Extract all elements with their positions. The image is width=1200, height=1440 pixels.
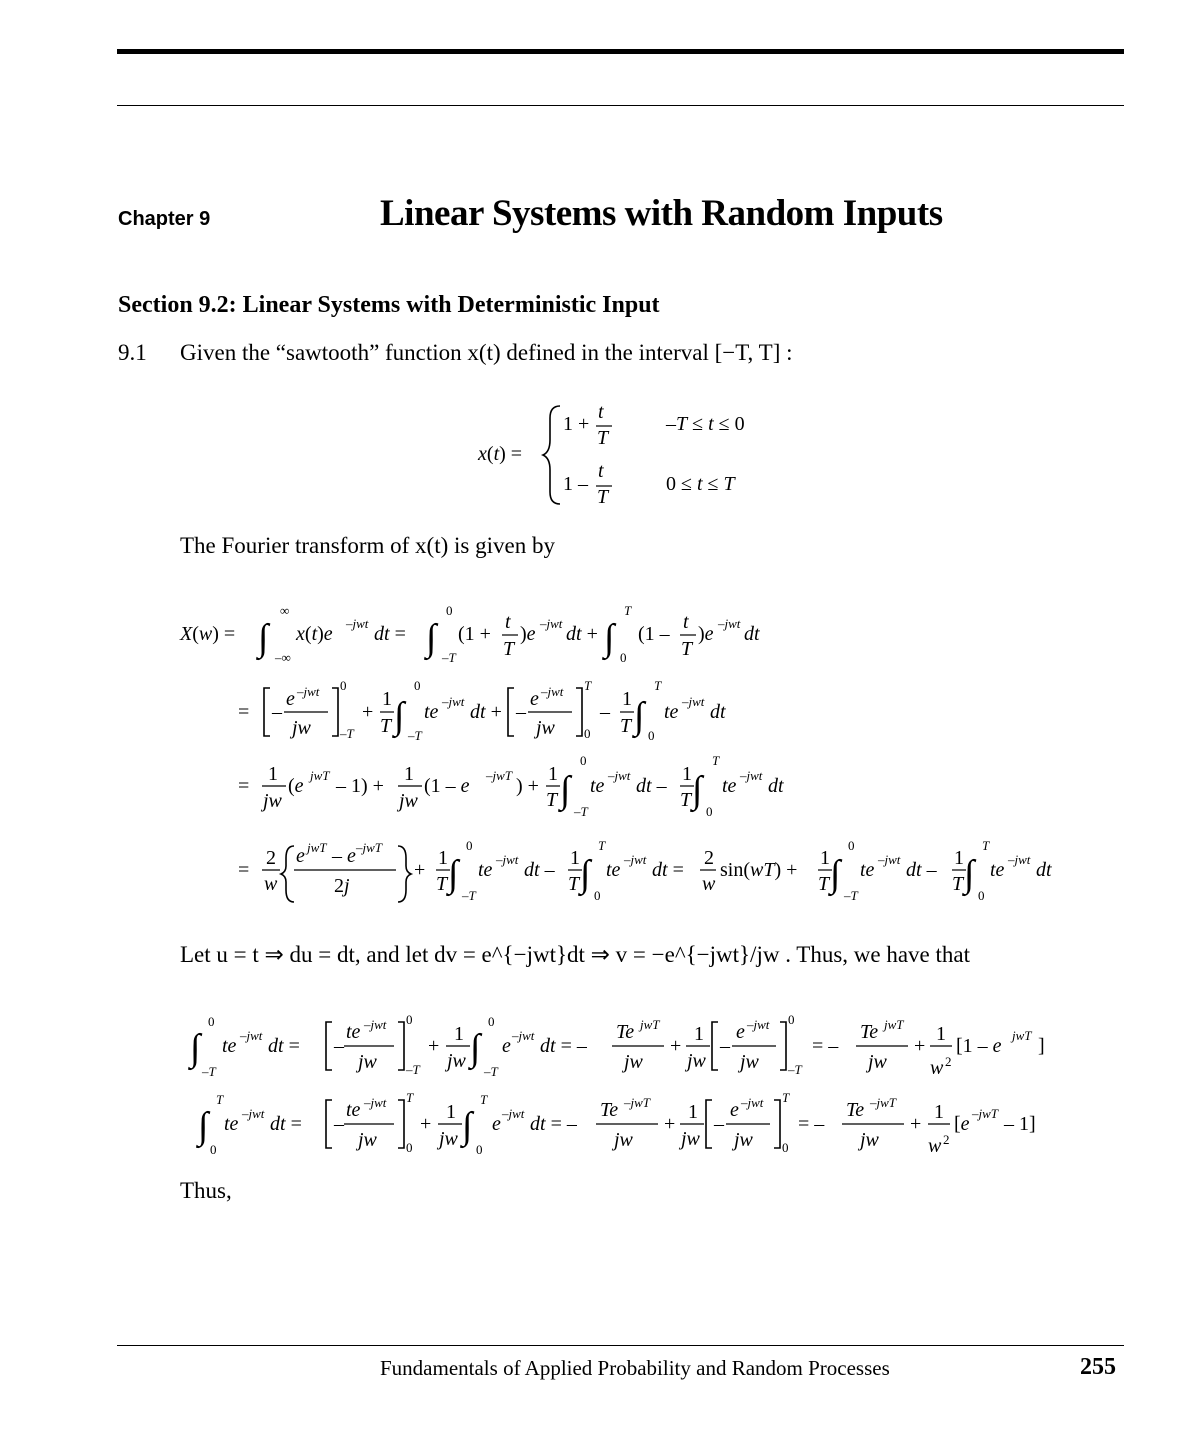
svg-text:–jwT: –jwT [624, 1095, 651, 1110]
svg-text:(1 +: (1 + [458, 623, 491, 645]
svg-text:–T: –T [844, 888, 858, 903]
svg-text:e: e [286, 688, 295, 710]
svg-text:T: T [680, 789, 692, 811]
svg-text:–jwt: –jwt [1008, 852, 1031, 867]
svg-text:1: 1 [438, 847, 448, 869]
svg-text:w: w [702, 873, 716, 895]
svg-text:Te: Te [860, 1021, 879, 1043]
svg-text:–jwt: –jwt [240, 1028, 263, 1043]
svg-text:dt –: dt – [524, 859, 555, 881]
svg-text:–: – [334, 1035, 344, 1057]
svg-text:0: 0 [446, 603, 453, 618]
svg-text:–jwt: –jwt [624, 852, 647, 867]
svg-text:0: 0 [580, 753, 587, 768]
svg-text:–jwt: –jwt [541, 684, 564, 699]
svg-text:0: 0 [620, 650, 627, 665]
svg-text:T: T [597, 486, 609, 508]
svg-text:1: 1 [268, 763, 278, 785]
svg-text:–T: –T [202, 1064, 216, 1079]
svg-text:1: 1 [936, 1023, 946, 1045]
svg-text:∫: ∫ [448, 853, 459, 895]
piecewise-equation [477, 401, 745, 508]
svg-text:+: + [414, 859, 426, 881]
svg-text:1 –: 1 – [563, 473, 588, 495]
footer-rule [117, 1345, 1124, 1346]
svg-text:0: 0 [476, 1142, 483, 1157]
svg-text:te: te [722, 775, 737, 797]
svg-text:∫: ∫ [964, 853, 975, 895]
svg-text:dt +: dt + [470, 701, 502, 723]
svg-text:dt = –: dt = – [540, 1035, 587, 1057]
svg-text:Te: Te [846, 1099, 865, 1121]
svg-text:]: ] [1038, 1035, 1045, 1057]
svg-text:T: T [380, 715, 392, 737]
svg-text:– e: – e [332, 845, 356, 867]
svg-text:–jwt: –jwt [682, 694, 705, 709]
svg-text:e: e [296, 845, 305, 867]
svg-text:–jwt: –jwt [364, 1017, 387, 1032]
svg-text:jw: jw [687, 1050, 706, 1072]
svg-text:+: + [420, 1113, 432, 1135]
svg-text:jwT: jwT [640, 1017, 660, 1032]
svg-text:w: w [928, 1135, 942, 1157]
substitution-text: Let u = t ⇒ du = dt, and let dv = e^{−jwt}dt ⇒ v = −e^{−jwt}/jw . Thus, we have that [180, 942, 970, 967]
svg-text:1: 1 [688, 1101, 698, 1123]
svg-text:jw: jw [263, 790, 282, 812]
page-number: 255 [1080, 1354, 1116, 1380]
svg-text:–jwt: –jwt [718, 616, 741, 631]
svg-text:te: te [424, 701, 439, 723]
svg-text:)e: )e [520, 623, 536, 645]
svg-text:jw: jw [536, 717, 555, 739]
svg-text:0: 0 [594, 888, 601, 903]
svg-text:x(t)e: x(t)e [296, 623, 333, 645]
svg-text:e: e [730, 1099, 739, 1121]
svg-text:+: + [910, 1113, 922, 1135]
svg-text:jw: jw [447, 1050, 466, 1072]
svg-text:jw: jw [292, 717, 311, 739]
svg-text:–jwt: –jwt [540, 616, 563, 631]
svg-text:)e: )e [698, 623, 714, 645]
svg-text:0: 0 [406, 1012, 413, 1027]
chapter-title: Linear Systems with Random Inputs [380, 193, 943, 234]
svg-text:jwT: jwT [307, 840, 327, 855]
svg-text:te: te [664, 701, 679, 723]
fourier-line-3 [238, 753, 784, 819]
svg-text:) +: ) + [516, 775, 539, 797]
svg-text:–∞: –∞ [275, 650, 291, 665]
svg-text:te: te [860, 859, 875, 881]
problem-number: 9.1 [118, 340, 147, 365]
svg-text:0: 0 [208, 1014, 215, 1029]
svg-text:jw: jw [734, 1129, 753, 1151]
svg-text:T: T [503, 638, 515, 660]
svg-text:dt =: dt = [374, 623, 406, 645]
svg-text:0: 0 [340, 678, 347, 693]
svg-text:–jwt: –jwt [242, 1106, 265, 1121]
svg-text:– 1]: – 1] [1004, 1113, 1036, 1135]
svg-text:∫: ∫ [470, 1027, 481, 1069]
svg-text:w: w [930, 1057, 944, 1079]
svg-text:dt: dt [768, 775, 784, 797]
svg-text:te: te [590, 775, 605, 797]
section-title: Section 9.2: Linear Systems with Deterministic Input [118, 292, 660, 318]
svg-text:T: T [584, 678, 592, 693]
svg-text:0: 0 [782, 1140, 789, 1155]
svg-text:=: = [238, 701, 250, 723]
svg-text:=: = [238, 775, 250, 797]
svg-text:–jwT: –jwT [972, 1106, 999, 1121]
svg-text:1: 1 [570, 847, 580, 869]
svg-text:e: e [492, 1113, 501, 1135]
svg-text:t: t [598, 401, 604, 423]
svg-text:T: T [598, 838, 606, 853]
svg-text:2: 2 [943, 1132, 950, 1147]
svg-text:0 ≤ t ≤ T: 0 ≤ t ≤ T [666, 473, 735, 495]
svg-text:1: 1 [954, 847, 964, 869]
svg-text:1: 1 [548, 763, 558, 785]
svg-text:+: + [428, 1035, 440, 1057]
svg-text:e: e [530, 688, 539, 710]
svg-text:∫: ∫ [394, 695, 405, 737]
problem-intro: Given the “sawtooth” function x(t) defined in the interval [−T, T] : [180, 340, 793, 365]
svg-text:0: 0 [584, 726, 591, 741]
svg-text:jw: jw [868, 1051, 887, 1073]
svg-text:e: e [502, 1035, 511, 1057]
svg-text:∫: ∫ [634, 695, 645, 737]
svg-text:[1 – e: [1 – e [956, 1035, 1002, 1057]
svg-text:w: w [264, 873, 278, 895]
svg-text:– 1) +: – 1) + [336, 775, 384, 797]
svg-text:–jwT: –jwT [486, 768, 513, 783]
svg-text:–jwt: –jwt [512, 1028, 535, 1043]
fourier-line-1 [179, 603, 760, 665]
svg-text:+: + [670, 1035, 682, 1057]
svg-text:jw: jw [740, 1051, 759, 1073]
svg-text:2j: 2j [334, 875, 350, 897]
svg-text:1: 1 [682, 763, 692, 785]
svg-text:jw: jw [399, 790, 418, 812]
svg-text:T: T [712, 753, 720, 768]
svg-text:+: + [362, 701, 374, 723]
svg-text:–jwt: –jwt [496, 852, 519, 867]
svg-text:dt –: dt – [906, 859, 937, 881]
svg-text:= –: = – [812, 1035, 839, 1057]
svg-text:T: T [818, 873, 830, 895]
svg-text:= –: = – [798, 1113, 825, 1135]
svg-text:∫: ∫ [692, 769, 703, 811]
svg-text:dt =: dt = [268, 1035, 300, 1057]
svg-text:2: 2 [704, 847, 714, 869]
chapter-label: Chapter 9 [118, 208, 211, 230]
parts-line-1 [188, 1012, 1045, 1079]
svg-text:1: 1 [454, 1023, 464, 1045]
svg-text:t: t [683, 611, 689, 633]
svg-text:T: T [406, 1090, 414, 1105]
svg-text:–T: –T [484, 1064, 498, 1079]
svg-text:–: – [516, 701, 526, 723]
header-rule-thin [117, 105, 1124, 106]
svg-text:jwT: jwT [1012, 1028, 1032, 1043]
svg-text:1: 1 [446, 1101, 456, 1123]
svg-text:1: 1 [694, 1023, 704, 1045]
svg-text:X(w) =: X(w) = [180, 623, 236, 645]
svg-text:1: 1 [820, 847, 830, 869]
svg-text:te: te [478, 859, 493, 881]
svg-text:(1 –: (1 – [638, 623, 670, 645]
svg-text:T: T [546, 789, 558, 811]
svg-text:[e: [e [954, 1113, 970, 1135]
svg-text:t: t [505, 611, 511, 633]
thus-text: Thus, [180, 1178, 232, 1203]
svg-text:2: 2 [945, 1054, 952, 1069]
svg-text:–T: –T [442, 650, 456, 665]
svg-text:0: 0 [406, 1140, 413, 1155]
fourier-line-2 [238, 678, 726, 743]
svg-text:T: T [654, 678, 662, 693]
svg-text:–jwt: –jwt [608, 768, 631, 783]
svg-text:0: 0 [648, 728, 655, 743]
svg-text:0: 0 [414, 678, 421, 693]
svg-text:–: – [720, 1035, 730, 1057]
svg-text:–jwt: –jwt [364, 1095, 387, 1110]
svg-text:dt: dt [744, 623, 760, 645]
header-rule-thick [117, 49, 1124, 54]
svg-text:–T: –T [788, 1062, 802, 1077]
svg-text:dt: dt [710, 701, 726, 723]
svg-text:–jwt: –jwt [878, 852, 901, 867]
svg-text:∫: ∫ [580, 853, 591, 895]
svg-text:jw: jw [358, 1051, 377, 1073]
svg-text:+: + [914, 1035, 926, 1057]
svg-text:0: 0 [978, 888, 985, 903]
svg-text:2: 2 [266, 847, 276, 869]
svg-text:dt =: dt = [270, 1113, 302, 1135]
svg-text:dt =: dt = [652, 859, 684, 881]
svg-text:1: 1 [622, 688, 632, 710]
footer-book-title: Fundamentals of Applied Probability and Random Processes [380, 1356, 890, 1380]
svg-text:(e: (e [288, 775, 304, 797]
svg-text:–jwt: –jwt [502, 1106, 525, 1121]
svg-text:–jwt: –jwt [297, 684, 320, 699]
svg-text:te: te [346, 1021, 361, 1043]
svg-text:dt: dt [1036, 859, 1052, 881]
svg-text:dt = –: dt = – [530, 1113, 577, 1135]
svg-text:∞: ∞ [280, 603, 290, 618]
svg-text:T: T [568, 873, 580, 895]
svg-text:0: 0 [848, 838, 855, 853]
svg-text:T: T [681, 638, 693, 660]
svg-text:T: T [624, 603, 632, 618]
svg-text:jwT: jwT [884, 1017, 904, 1032]
svg-text:–T: –T [340, 726, 354, 741]
fourier-line-4 [238, 838, 1052, 903]
svg-text:∫: ∫ [198, 1105, 209, 1147]
svg-text:jw: jw [614, 1129, 633, 1151]
svg-text:te: te [990, 859, 1005, 881]
svg-text:jw: jw [860, 1129, 879, 1151]
svg-text:x(t) =: x(t) = [478, 443, 523, 465]
svg-text:∫: ∫ [560, 769, 571, 811]
svg-text:t: t [598, 460, 604, 482]
svg-text:–jwt: –jwt [741, 1095, 764, 1110]
svg-text:–jwt: –jwt [740, 768, 763, 783]
svg-text:∫: ∫ [426, 617, 437, 659]
svg-text:jwT: jwT [310, 768, 330, 783]
svg-text:jw: jw [681, 1128, 700, 1150]
svg-text:te: te [224, 1113, 239, 1135]
svg-text:–jwt: –jwt [442, 694, 465, 709]
svg-text:jw: jw [439, 1128, 458, 1150]
svg-text:–T ≤ t ≤ 0: –T ≤ t ≤ 0 [666, 413, 745, 435]
svg-text:–: – [714, 1113, 724, 1135]
svg-text:–: – [600, 701, 610, 723]
svg-text:T: T [620, 715, 632, 737]
svg-text:T: T [782, 1090, 790, 1105]
svg-text:∫: ∫ [258, 617, 269, 659]
fourier-intro: The Fourier transform of x(t) is given by [180, 533, 555, 558]
svg-text:T: T [597, 427, 609, 449]
svg-text:0: 0 [466, 838, 473, 853]
svg-text:1: 1 [382, 688, 392, 710]
svg-text:–jwT: –jwT [356, 840, 383, 855]
svg-text:–T: –T [574, 804, 588, 819]
svg-text:0: 0 [210, 1142, 217, 1157]
svg-text:∫: ∫ [830, 853, 841, 895]
svg-text:dt –: dt – [636, 775, 667, 797]
svg-text:–T: –T [462, 888, 476, 903]
svg-text:0: 0 [706, 804, 713, 819]
svg-text:te: te [606, 859, 621, 881]
svg-text:–: – [272, 701, 282, 723]
svg-text:∫: ∫ [604, 617, 615, 659]
svg-text:te: te [346, 1099, 361, 1121]
svg-text:te: te [222, 1035, 237, 1057]
svg-text:e: e [736, 1021, 745, 1043]
parts-line-2 [196, 1090, 1036, 1157]
svg-text:dt +: dt + [566, 623, 598, 645]
svg-text:Te: Te [616, 1021, 635, 1043]
svg-text:jw: jw [624, 1051, 643, 1073]
svg-text:T: T [480, 1092, 488, 1107]
svg-text:–T: –T [408, 728, 422, 743]
svg-text:–jwt: –jwt [747, 1017, 770, 1032]
svg-text:T: T [436, 873, 448, 895]
svg-text:jw: jw [358, 1129, 377, 1151]
svg-text:1: 1 [934, 1101, 944, 1123]
svg-text:∫: ∫ [462, 1105, 473, 1147]
svg-text:1 +: 1 + [563, 413, 590, 435]
svg-text:–: – [334, 1113, 344, 1135]
svg-text:+: + [664, 1113, 676, 1135]
svg-text:sin(wT) +: sin(wT) + [720, 859, 798, 881]
svg-text:(1 – e: (1 – e [424, 775, 470, 797]
svg-text:0: 0 [488, 1014, 495, 1029]
svg-text:–jwt: –jwt [346, 616, 369, 631]
svg-text:=: = [238, 859, 250, 881]
svg-text:Te: Te [600, 1099, 619, 1121]
svg-text:–T: –T [406, 1062, 420, 1077]
svg-text:T: T [982, 838, 990, 853]
svg-text:∫: ∫ [190, 1027, 201, 1069]
svg-text:T: T [952, 873, 964, 895]
svg-text:T: T [216, 1092, 224, 1107]
svg-text:0: 0 [788, 1012, 795, 1027]
svg-text:–jwT: –jwT [870, 1095, 897, 1110]
svg-text:1: 1 [404, 763, 414, 785]
